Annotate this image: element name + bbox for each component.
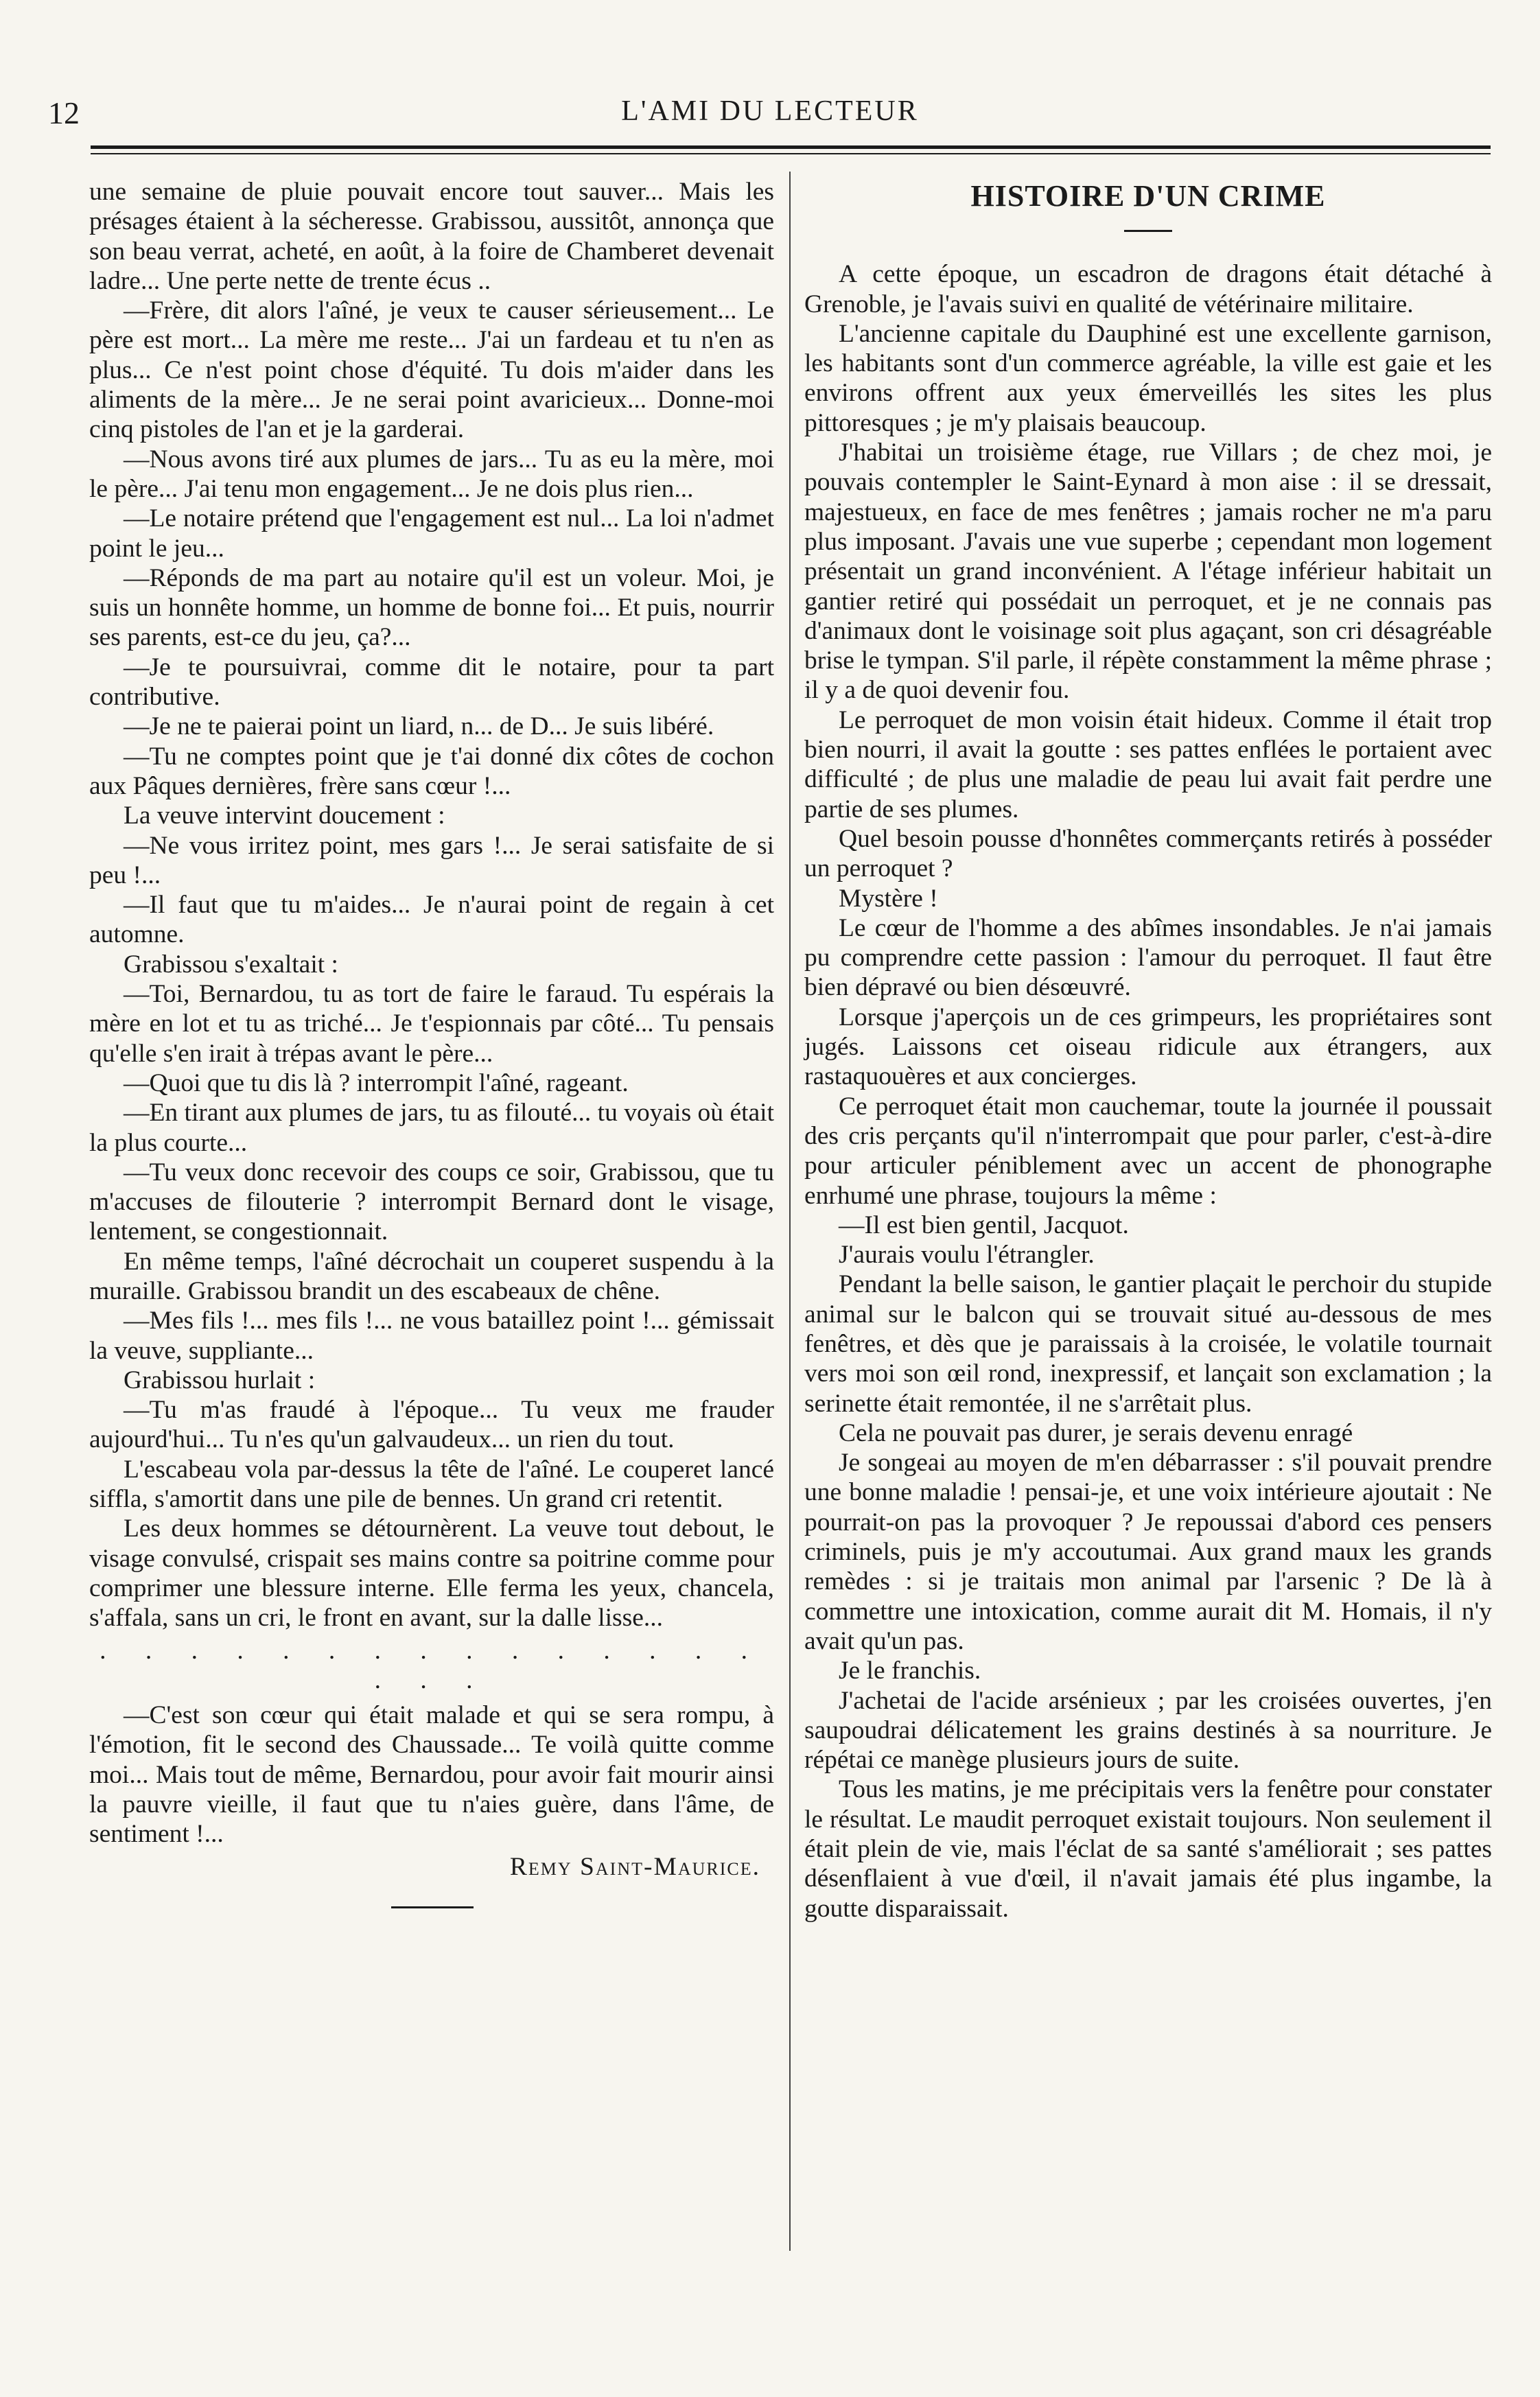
header-rule-thin xyxy=(91,153,1491,154)
paragraph: —Réponds de ma part au notaire qu'il est un voleur. Moi, je suis un honnête homme, un homme de bonne foi... Et puis, nourrir ses parents, est-ce du jeu, ça?... xyxy=(89,563,774,652)
paragraph: —Ne vous irritez point, mes gars !... Je serai satisfaite de si peu !... xyxy=(89,831,774,889)
left-column xyxy=(89,177,774,1908)
header-rule xyxy=(91,145,1491,149)
article-title: HISTOIRE D'UN CRIME xyxy=(970,179,1326,213)
paragraph: Lorsque j'aperçois un de ces grimpeurs, les propriétaires sont jugés. Laissons cet oiseau ridicule aux étrangers, aux rastaquouères et aux concierges. xyxy=(804,1003,1492,1091)
closing-paragraph: —C'est son cœur qui était malade et qui se sera rompu, à l'émotion, fit le second des Chaussade... Te voilà quitte comme moi... Mais tout de même, Bernardou, pour avoir fait mourir ainsi la pauvre vieille, il faut que tu n'aies guère, dans l'âme, de sentiment !... xyxy=(89,1701,774,1849)
paragraph: —Je te poursuivrai, comme dit le notaire, pour ta part contributive. xyxy=(89,653,774,712)
paragraph: —Le notaire prétend que l'engagement est nul... La loi n'admet point le jeu... xyxy=(89,504,774,563)
paragraph: En même temps, l'aîné décrochait un couperet suspendu à la muraille. Grabissou brandit un des escabeaux de chêne. xyxy=(89,1247,774,1305)
paragraph: —En tirant aux plumes de jars, tu as filouté... tu voyais où était la plus courte... xyxy=(89,1099,774,1157)
paragraph: A cette époque, un escadron de dragons était détaché à Grenoble, je l'avais suivi en qualité de vétérinaire militaire. xyxy=(804,260,1492,318)
paragraph: —Tu veux donc recevoir des coups ce soir, Grabissou, que tu m'accuses de filouterie ? interrompit Bernard dont le visage, lentement, se congestionnait. xyxy=(89,1158,774,1246)
section-break-dots: . . . . . . . . . . . . . . . . . . xyxy=(100,1636,764,1694)
paragraph: Quel besoin pousse d'honnêtes commerçants retirés à posséder un perroquet ? xyxy=(804,824,1492,883)
title-rule xyxy=(1124,230,1172,232)
paragraph: —Il faut que tu m'aides... Je n'aurai point de regain à cet automne. xyxy=(89,891,774,949)
paragraph: Les deux hommes se détournèrent. La veuve tout debout, le visage convulsé, crispait ses mains contre sa poitrine comme pour comprimer une blessure interne. Elle ferma les yeux, chancela, s'affala, sans un cri, le front en avant, sur la dalle lisse... xyxy=(89,1515,774,1633)
end-rule xyxy=(391,1906,474,1908)
paragraph: Cela ne pouvait pas durer, je serais devenu enragé xyxy=(839,1418,1353,1447)
paragraph: Je le franchis. xyxy=(839,1657,981,1685)
paragraph: Le perroquet de mon voisin était hideux. Comme il était trop bien nourri, il avait la goutte : ses pattes enflées le portaient avec difficulté ; de plus une maladie de peau lui avait fait perdre une partie de ses plumes. xyxy=(804,705,1492,823)
paragraph: J'habitai un troisième étage, rue Villars ; de chez moi, je pouvais contempler le Saint-Eynard à mon aise : il se dressait, majestueux, en face de mes fenêtres ; jamais rocher ne m'a paru plus imposant. J'avais une vue superbe ; cependant mon logement présentait un grand inconvénient. A l'étage inférieur habitait un gantier retiré qui possédait un perroquet, et je ne connais pas d'animaux dont le voisinage soit plus agaçant, son cri désagréable brise le tympan. S'il parle, il répète constamment la même phrase ; il y a de quoi devenir fou. xyxy=(804,439,1492,705)
paragraph: Grabissou s'exaltait : xyxy=(124,950,338,979)
paragraph: Ce perroquet était mon cauchemar, toute la journée il poussait des cris perçants qu'il n'interrompait que pour parler, c'est-à-dire pour articuler péniblement avec un accent de phonographe enrhumé une phrase, toujours la même : xyxy=(804,1092,1492,1210)
paragraph: La veuve intervint doucement : xyxy=(124,802,445,830)
paragraph: J'aurais voulu l'étrangler. xyxy=(839,1241,1095,1270)
paragraph: Le cœur de l'homme a des abîmes insondables. Je n'ai jamais pu comprendre cette passion : l'amour du perroquet. Il faut être bien dépravé ou bien désœuvré. xyxy=(804,913,1492,1002)
paragraph: —Mes fils !... mes fils !... ne vous bataillez point !... gémissait la veuve, suppliante... xyxy=(89,1307,774,1365)
paragraph: —Toi, Bernardou, tu as tort de faire le faraud. Tu espérais la mère en lot et tu as triché... Je t'espionnais par côté... Tu pensais qu'elle s'en irait à trépas avant le père... xyxy=(89,980,774,1068)
paragraph: —Quoi que tu dis là ? interrompit l'aîné, rageant. xyxy=(124,1068,629,1097)
right-column xyxy=(804,177,1492,1924)
paragraph: J'achetai de l'acide arsénieux ; par les croisées ouvertes, j'en saupoudrai délicatement les grains destinés à sa nourriture. Je répétai ce manège plusieurs jours de suite. xyxy=(804,1686,1492,1775)
paragraph: Tous les matins, je me précipitais vers la fenêtre pour constater le résultat. Le maudit perroquet existait toujours. Non seulement il était plein de vie, mais l'éclat de sa santé s'améliorait ; ses pattes désenflaient à vue d'œil, il n'avait jamais été plus ingambe, la goutte disparaissait. xyxy=(804,1775,1492,1923)
page-number: 12 xyxy=(48,95,80,130)
paragraph: —Je ne te paierai point un liard, n... de D... Je suis libéré. xyxy=(124,712,714,741)
paragraph: —Tu m'as fraudé à l'époque... Tu veux me frauder aujourd'hui... Tu n'es qu'un galvaudeux... un rien du tout. xyxy=(89,1396,774,1454)
author-signature: Remy Saint-Maurice. xyxy=(509,1852,760,1881)
paragraph: —Tu ne comptes point que je t'ai donné dix côtes de cochon aux Pâques dernières, frère sans cœur !... xyxy=(89,742,774,800)
paragraph: —Il est bien gentil, Jacquot. xyxy=(839,1211,1129,1239)
paragraph: Mystère ! xyxy=(839,884,938,913)
paragraph: —Frère, dit alors l'aîné, je veux te causer sérieusement... Le père est mort... La mère me reste... J'ai un fardeau et tu n'en as plus... Ce n'est point chose d'équité. Tu dois m'aider dans les aliments de la mère... Je ne serai point avaricieux... Donne-moi cinq pistoles de l'an et je la garderai. xyxy=(89,296,774,444)
journal-title: L'AMI DU LECTEUR xyxy=(621,95,919,127)
paragraph: une semaine de pluie pouvait encore tout sauver... Mais les présages étaient à la sécheresse. Grabissou, aussitôt, annonça que son beau verrat, acheté, en août, à la foire de Chamberet devenait ladre... Une perte nette de trente écus .. xyxy=(89,178,774,295)
paragraph: L'ancienne capitale du Dauphiné est une excellente garnison, les habitants sont d'un commerce agréable, la ville est gaie et les environs offrent aux yeux émerveillés les sites les plus pittoresques ; je m'y plaisais beaucoup. xyxy=(804,319,1492,437)
paragraph: Je songeai au moyen de m'en débarrasser : s'il pouvait prendre une bonne maladie ! pensai-je, et une voix intérieure ajoutait : Ne pourrait-on pas la provoquer ? Je repoussai d'abord ces pensers criminels, puis je m'y accoutumai. Aux grand maux les grands remèdes : si je traitais mon animal par l'arsenic ? De là à commettre une intoxication, comme aurait dit M. Homais, il n'y avait qu'un pas. xyxy=(804,1449,1492,1655)
column-divider xyxy=(789,172,791,2251)
paragraph: L'escabeau vola par-dessus la tête de l'aîné. Le couperet lancé siffla, s'amortit dans une pile de bennes. Un grand cri retentit. xyxy=(89,1455,774,1514)
page-header xyxy=(48,95,1492,136)
paragraph: Grabissou hurlait : xyxy=(124,1366,316,1394)
paragraph: Pendant la belle saison, le gantier plaçait le perchoir du stupide animal sur le balcon qui se trouvait situé au-dessous de mes fenêtres, et dès que je paraissais à la croisée, le volatile tournait vers moi son œil rond, inexpressif, et lançait son exclamation ; la serinette était remontée, il ne s'arrêtait plus. xyxy=(804,1270,1492,1418)
paragraph: —Nous avons tiré aux plumes de jars... Tu as eu la mère, moi le père... J'ai tenu mon engagement... Je ne dois plus rien... xyxy=(89,445,774,503)
